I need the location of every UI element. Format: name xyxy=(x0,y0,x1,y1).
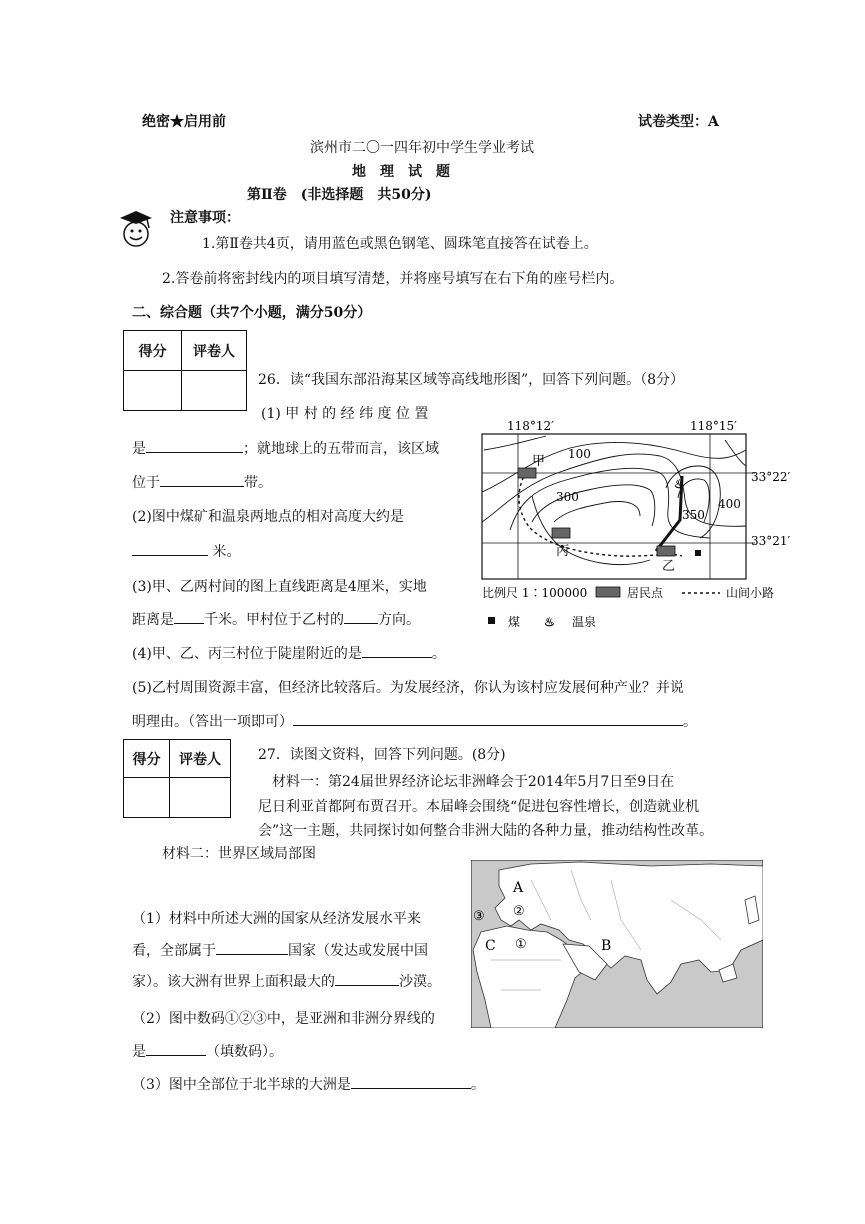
q27-p2a: （2）图中数码①②③中，是亚洲和非洲分界线的 xyxy=(132,1011,435,1027)
q27-p1b: 看，全部属于 国家（发达或发展中国 xyxy=(132,940,428,960)
q27-stem: 27．读图文资料，回答下列问题。(8分) xyxy=(258,747,506,763)
notes-item-2: 2.答卷前将密封线内的项目填写清楚，并将座号填写在右下角的座号栏内。 xyxy=(162,271,624,287)
q27-material1-line1: 材料一：第24届世界经济论坛非洲峰会于2014年5月7日至9日在 xyxy=(272,774,675,790)
label-C: C xyxy=(485,938,496,954)
q26-p5a: (5)乙村周围资源丰富，但经济比较落后。为发展经济，你认为该村应发展何种产业？并说 xyxy=(132,680,684,696)
lat-bottom-label: 33°21′ xyxy=(751,534,791,548)
legend-spring: 温泉 xyxy=(572,615,597,629)
mountain-path xyxy=(519,472,682,556)
smiley-student-icon xyxy=(114,208,156,248)
map-scale: 比例尺 1∶100000 xyxy=(482,586,588,600)
village-bing-label: 丙 xyxy=(556,544,570,559)
village-yi-marker xyxy=(657,546,675,556)
answer-blank[interactable] xyxy=(293,711,683,726)
village-jia-label: 甲 xyxy=(532,454,546,469)
exam-title: 滨州市二〇一四年初中学生学业考试 xyxy=(310,140,534,156)
settlement-legend-icon xyxy=(596,587,620,597)
score-cell[interactable] xyxy=(124,371,182,411)
label-3: ③ xyxy=(473,909,485,924)
answer-blank[interactable] xyxy=(335,971,399,986)
answer-blank[interactable] xyxy=(362,643,432,658)
volume-title: 第Ⅱ卷 (非选择题 共50分) xyxy=(247,187,432,203)
q26-p1b: 是 ；就地球上的五带而言，该区域 xyxy=(132,438,439,458)
answer-blank[interactable] xyxy=(146,1041,206,1056)
q27-material2: 材料二：世界区域局部图 xyxy=(162,846,316,862)
q27-p1c: 家）。该大洲有世界上面积最大的 沙漠。 xyxy=(132,971,441,991)
q26-p2a: (2)图中煤矿和温泉两地点的相对高度大约是 xyxy=(132,509,404,525)
answer-blank[interactable] xyxy=(174,609,204,624)
label-B: B xyxy=(601,938,612,954)
q27-p3: （3）图中全部位于北半球的大洲是 。 xyxy=(132,1074,485,1094)
q27-p1a: （1）材料中所述大洲的国家从经济发展水平来 xyxy=(132,911,421,927)
hot-spring-icon: ♨ xyxy=(674,477,685,491)
q26-p4: (4)甲、乙、丙三村位于陡崖附近的是 。 xyxy=(132,643,446,663)
header-right: 试卷类型：A xyxy=(638,114,719,130)
q27-p2b: 是 （填数码）。 xyxy=(132,1041,283,1061)
q26-p1c: 位于 带。 xyxy=(132,472,272,492)
notes-item-1: 1.第Ⅱ卷共4页，请用蓝色或黑色钢笔、圆珠笔直接答在试卷上。 xyxy=(202,236,598,252)
q27-material1-line3: 会”这一主题，共同探讨如何整合非洲大陆的各种力量，推动结构性改革。 xyxy=(258,823,714,839)
world-region-map xyxy=(471,860,763,1028)
village-bing-marker xyxy=(552,528,570,538)
q26-p3a: (3)甲、乙两村间的图上直线距离是4厘米，实地 xyxy=(132,579,427,595)
coal-legend-icon xyxy=(488,617,495,624)
grader-label: 评卷人 xyxy=(182,331,247,371)
legend-settlement: 居民点 xyxy=(627,586,664,600)
notes-title: 注意事项： xyxy=(170,210,240,226)
q26-p1a: (1) 甲 村 的 经 纬 度 位 置 xyxy=(261,406,429,422)
q26-p2b: 米。 xyxy=(132,541,240,561)
contour-map xyxy=(470,410,815,635)
q26-p3b: 距离是 千米。甲村位于乙村的 方向。 xyxy=(132,609,420,629)
score-box-q27 xyxy=(123,739,231,818)
subject-title: 地 理 试 题 xyxy=(352,164,450,180)
answer-blank[interactable] xyxy=(351,1074,471,1089)
q26-stem: 26．读“我国东部沿海某区域等高线地形图”，回答下列问题。（8分） xyxy=(258,372,685,388)
label-2: ② xyxy=(513,904,525,919)
answer-blank[interactable] xyxy=(146,438,243,453)
village-yi-label: 乙 xyxy=(662,559,676,574)
village-jia-marker xyxy=(518,468,536,478)
contour-label-100: 100 xyxy=(568,447,591,461)
legend-coal: 煤 xyxy=(508,615,521,629)
score-cell[interactable] xyxy=(124,778,170,818)
lon-left-label: 118°12′ xyxy=(507,419,554,433)
legend-path: 山间小路 xyxy=(726,586,775,600)
spring-legend-icon: ♨ xyxy=(544,615,555,629)
contour-lines xyxy=(482,436,746,565)
lon-right-label: 118°15′ xyxy=(690,419,737,433)
label-1: ① xyxy=(515,937,527,952)
label-A: A xyxy=(513,880,524,896)
contour-label-300: 300 xyxy=(556,490,579,504)
answer-blank[interactable] xyxy=(132,541,208,556)
answer-blank[interactable] xyxy=(160,472,244,487)
score-label: 得分 xyxy=(124,740,170,778)
contour-label-350: 350 xyxy=(682,508,705,522)
header-left: 绝密★启用前 xyxy=(142,114,226,130)
grader-label: 评卷人 xyxy=(170,740,231,778)
section-title: 二、综合题（共7个小题，满分50分） xyxy=(132,305,372,321)
grader-cell[interactable] xyxy=(182,371,247,411)
answer-blank[interactable] xyxy=(216,940,288,955)
score-label: 得分 xyxy=(124,331,182,371)
q26-p5b: 明理由。（答出一项即可） 。 xyxy=(132,711,697,731)
lat-top-label: 33°22′ xyxy=(751,470,791,484)
answer-blank[interactable] xyxy=(344,609,378,624)
contour-label-400: 400 xyxy=(718,497,741,511)
grader-cell[interactable] xyxy=(170,778,231,818)
coal-mine-icon xyxy=(695,550,701,556)
score-box-q26 xyxy=(123,330,247,411)
q27-material1-line2: 尼日利亚首都阿布贾召开。本届峰会围绕“促进包容性增长，创造就业机 xyxy=(258,799,700,815)
